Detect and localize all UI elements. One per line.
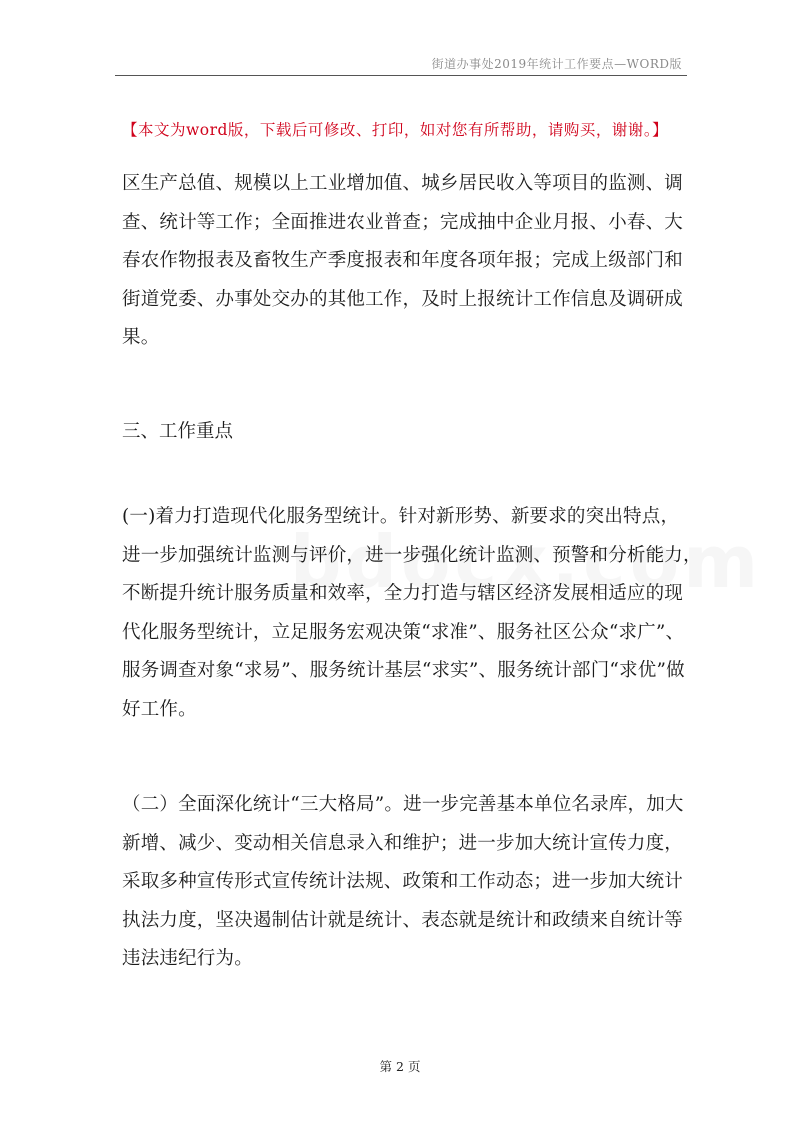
paragraph-line: 果。 — [122, 327, 160, 348]
paragraph-three-patterns — [122, 786, 682, 979]
paragraph-line: 好工作。 — [122, 698, 197, 720]
section-heading: 三、工作重点 — [122, 421, 234, 442]
paragraph-line: 新增、减少、变动相关信息录入和维护；进一步加大统计宣传力度， — [122, 832, 684, 854]
paragraph-line: 进一步加强统计监测与评价，进一步强化统计监测、预警和分析能力， — [122, 544, 702, 566]
paragraph-line: 街道党委、办事处交办的其他工作，及时上报统计工作信息及调研成 — [122, 288, 684, 310]
paragraph-line: 采取多种宣传形式宣传统计法规、政策和工作动态；进一步加大统计 — [122, 871, 684, 892]
paragraph-line: 区生产总值、规模以上工业增加值、城乡居民收入等项目的监测、调 — [122, 173, 684, 194]
header-divider — [115, 75, 687, 76]
paragraph-line: (一)着力打造现代化服务型统计。针对新形势、新要求的突出特点， — [122, 506, 680, 527]
paragraph-service-statistics — [122, 498, 702, 729]
paragraph-line: 不断提升统计服务质量和效率，全力打造与辖区经济发展相适应的现 — [122, 583, 684, 604]
paragraph-line: （二）全面深化统计“三大格局”。进一步完善基本单位名录库，加大 — [122, 794, 684, 815]
paragraph-line: 执法力度，坚决遏制估计就是统计、表态就是统计和政绩来自统计等 — [122, 909, 684, 931]
page-number: 第 2 页 — [379, 1059, 421, 1074]
paragraph-line: 查、统计等工作；全面推进农业普查；完成抽中企业月报、小春、大 — [122, 211, 684, 233]
paragraph-continued — [122, 165, 682, 358]
paragraph-line: 服务调查对象“求易”、服务统计基层“求实”、服务统计部门“求优”做 — [122, 660, 685, 681]
promo-notice: 【本文为word版，下载后可修改、打印，如对您有所帮助，请购买，谢谢。】 — [122, 121, 669, 139]
paragraph-line: 春农作物报表及畜牧生产季度报表和年度各项年报；完成上级部门和 — [122, 250, 684, 271]
page-header-title: 街道办事处2019年统计工作要点—WORD版 — [431, 57, 682, 71]
paragraph-line: 违法违纪行为。 — [122, 948, 253, 969]
paragraph-line: 代化服务型统计，立足服务宏观决策“求准”、服务社区公众“求广”、 — [122, 621, 685, 643]
